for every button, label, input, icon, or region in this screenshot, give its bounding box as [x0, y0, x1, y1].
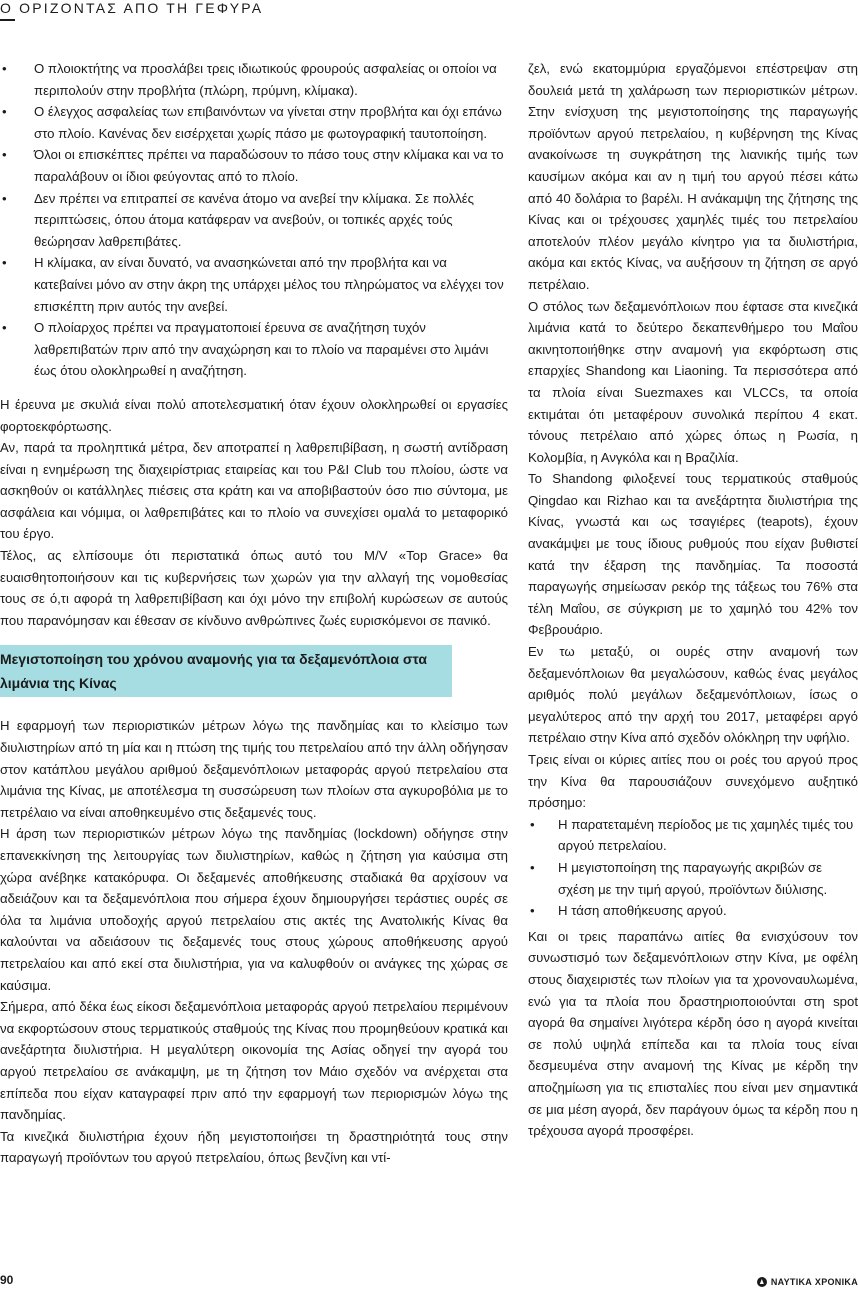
section-heading-wrap — [0, 645, 452, 697]
bullet-icon: • — [2, 320, 7, 336]
body-paragraph: Τρεις είναι οι κύριες αιτίες που οι ροές του αργού προς την Κίνα θα παρουσιάζουν συνεχόμενο αυξητικό πρόσημο: — [528, 752, 858, 811]
list-item — [0, 101, 508, 144]
brand-name: ΝΑΥΤΙΚΑ ΧΡΟΝΙΚΑ — [770, 1277, 858, 1287]
body-paragraph: Το Shandong φιλοξενεί τους τερματικούς σταθμούς Qingdao και Rizhao και τα ανεξάρτητα διυλιστήρια της Κίνας, γνωστά και ως τσαγιέρες (teapots), έχουν ανακάμψει με τους ίδιους ρυθμούς που είχαν βυθιστεί κατά την έξαρση της πανδημίας. Τα ποσοστά παραγωγής σημείωσαν ρεκόρ της τάξεως του 76% στα τέλη Μαΐου, σε σύγκριση με το χαμηλό του 42% τον Φεβρουάριο. — [528, 471, 858, 638]
body-paragraph: Σήμερα, από δέκα έως είκοσι δεξαμενόπλοια μεταφοράς αργού πετρελαίου περιμένουν να εκφορτώσουν στους τερματικούς σταθμούς της Κίνας που προμηθεύουν κρατικά και ανεξάρτητα διυλιστήρια. Η μεγαλύτερη οικονομία της Ασίας οδηγεί την αγορά του αργού πετρελαίου σε ανάκαμψη, με τη ζήτηση τον Μάιο σχεδόν να ανέρχεται στα επίπεδα που είχαν καταγραφεί πριν από την εφαρμογή των περιορισμών λόγω της πανδημίας. — [0, 999, 508, 1123]
list-item — [528, 900, 858, 922]
list-item — [0, 317, 508, 382]
right-column — [528, 58, 858, 1142]
section-heading: Μεγιστοποίηση του χρόνου αναμονής για τα δεξαμενόπλοια στα λιμάνια της Κίνας — [0, 645, 452, 697]
list-item-text: Η μεγιστοποίηση της παραγωγής ακριβών σε σχέση με την τιμή αργού, προϊόντων διύλισης. — [558, 859, 828, 897]
bullet-icon: • — [530, 903, 535, 919]
body-paragraph: Τέλος, ας ελπίσουμε ότι περιστατικά όπως αυτό του M/V «Top Grace» θα ευαισθητοποιήσουν και τις κυβερνήσεις των χωρών για την αλλαγή της νομοθεσίας τους σε ό,τι αφορά τη λαθρεπιβίβαση και όχι μόνο την επιβολή κυρώσεων σε αυτούς που παρανόμησαν και έθεσαν σε κίνδυνο ανθρώπινες ζωές ευρισκόμενοι σε πανικό. — [0, 548, 508, 628]
body-paragraph: ζελ, ενώ εκατομμύρια εργαζόμενοι επέστρεψαν στη δουλειά μετά τη χαλάρωση των περιοριστικών μέτρων. Στην ενίσχυση της μεγιστοποίησης της παραγωγής προϊόντων αργού πετρελαίου, η κυβέρνηση της Κίνας ανακοίνωσε τη συγκράτηση της λιανικής τιμής των καυσίμων ακόμα και αν η τιμή του αργού πέσει κάτω από 40 δολάρια το βαρέλι. Η ανάκαμψη της ζήτησης της Κίνας και οι τρέχουσες χαμηλές τιμές του πετρελαίου αποτελούν πλέον μεγάλο κίνητρο για τα διυλιστήρια, ακόμα και εκτός Κίνας, να αυξήσουν τη ζήτηση σε αργό πετρέλαιο. — [528, 61, 858, 292]
body-paragraph: Η εφαρμογή των περιοριστικών μέτρων λόγω της πανδημίας και το κλείσιμο των διυλιστηρίων από τη μία και η πτώση της τιμής του πετρελαίου από την άλλη οδήγησαν στον κατάπλου μεγάλου αριθμού δεξαμενόπλοιων μεταφοράς αργού πετρελαίου στα λιμάνια της Κίνας, με αποτέλεσμα τη συσσώρευση των πλοίων στα αγκυροβόλια με το πετρέλαιο να είναι αποθηκευμένο στις δεξαμενές τους. — [0, 718, 508, 820]
footer-brand — [757, 1277, 858, 1287]
body-paragraph: Εν τω μεταξύ, οι ουρές στην αναμονή των δεξαμενόπλοιων θα μεγαλώσουν, καθώς ένας μεγάλος αριθμός πολύ μεγάλων δεξαμενόπλοιων, ίσως ο μεγαλύτερος από την αρχή του 2017, μεταφέρει αργό πετρέλαιο στην Κίνα από σχεδόν ολόκληρη την υφήλιο. — [528, 644, 858, 746]
page-number: 90 — [0, 1273, 14, 1287]
list-item-text: Η τάση αποθήκευσης αργού. — [558, 903, 727, 919]
bullet-icon: • — [2, 104, 7, 120]
body-paragraph: Ο στόλος των δεξαμενόπλοιων που έφτασε στα κινεζικά λιμάνια κατά το δεύτερο δεκαπενθήμερο του Μαΐου ακινητοποιήθηκε στην αναμονή για εκφόρτωση στις επαρχίες Shandong και Liaoning. Τα περισσότερα από τα πλοία είναι Suezmaxes και VLCCs, τα οποία εκτιμάται ότι μεταφέρουν συνολικά περίπου 4 εκατ. τόνους πετρέλαιο από χώρες όπως η Ρωσία, η Κολομβία, η Ανγκόλα και η Βραζιλία. — [528, 298, 858, 465]
list-item — [0, 58, 508, 101]
right-bullet-list — [528, 814, 858, 922]
bullet-icon: • — [530, 816, 535, 832]
bullet-icon: • — [530, 859, 535, 875]
list-item-text: Η κλίμακα, αν είναι δυνατό, να ανασηκώνεται από την προβλήτα και να κατεβαίνει μόνο αν στην άκρη της υπάρχει μέλος του πληρώματος να ελέγχει τον επισκέπτη πριν αυτός την ανεβεί. — [34, 255, 504, 314]
list-item-text: Ο πλοιοκτήτης να προσλάβει τρεις ιδιωτικούς φρουρούς ασφαλείας οι οποίοι να περιπολούν στην προβλήτα (πλώρη, πρύμνη, κλίμακα). — [34, 61, 497, 98]
list-item — [0, 188, 508, 253]
ship-logo-icon — [757, 1277, 767, 1287]
bullet-icon: • — [2, 255, 7, 271]
bullet-icon: • — [2, 190, 7, 206]
list-item-text: Ο έλεγχος ασφαλείας των επιβαινόντων να γίνεται στην προβλήτα και όχι επάνω στο πλοίο. Κανένας δεν εισέρχεται χωρίς πάσο με φωτογραφική ταυτοποίηση. — [34, 104, 502, 141]
list-item — [0, 252, 508, 317]
bullet-icon: • — [2, 61, 7, 76]
section-header: Ο ΟΡΙΖΟΝΤΑΣ ΑΠΟ ΤΗ ΓΕΦΥΡΑ — [0, 0, 264, 16]
header-divider — [0, 19, 15, 21]
bullet-icon: • — [2, 147, 7, 163]
body-paragraph: Και οι τρεις παραπάνω αιτίες θα ενισχύσουν τον συνωστισμό των δεξαμενόπλοιων στην Κίνα, με οφέλη στους διαχειριστές των πλοίων για τα χρονοναυλωμένα, ενώ για τα πλοία που δραστηριοποιούνται στη spot αγορά θα σημαίνει λιγότερα κέρδη όσο η αγορά κινείται σε πολύ υψηλά επίπεδα και τα πλοία τους είναι δεσμευμένα στην αναμονή της Κίνας με κέρδη την αποζημίωση για τις επισταλίες που είναι μεν σημαντικά σε μια μέση αγορά, δεν παράγουν όμως τα κέρδη που η τρέχουσα αγορά προσφέρει. — [528, 928, 858, 1139]
left-bullet-list — [0, 58, 508, 382]
body-paragraph: Τα κινεζικά διυλιστήρια έχουν ήδη μεγιστοποιήσει τη δραστηριότητά τους στην παραγωγή προϊόντων του αργού πετρελαίου, όπως βενζίνη και ντί- — [0, 1128, 508, 1166]
body-paragraph: Αν, παρά τα προληπτικά μέτρα, δεν αποτραπεί η λαθρεπιβίβαση, η σωστή αντίδραση είναι η ενημέρωση της διαχειρίστριας εταιρείας και του P&I Club του πλοίου, ώστε να ασκηθούν οι κατάλληλες πιέσεις στα κράτη και να αποβιβαστούν όσο πιο σύντομα, με ασφάλεια και νόμιμα, οι λαθρεπιβάτες και το πλοίο να συνεχίσει ομαλά το μεταφορικό του έργο. — [0, 440, 508, 542]
list-item-text: Η παρατεταμένη περίοδος με τις χαμηλές τιμές του αργού πετρελαίου. — [558, 816, 854, 854]
list-item-text: Όλοι οι επισκέπτες πρέπει να παραδώσουν το πάσο τους στην κλίμακα και να το παραλάβουν οι ίδιοι φεύγοντας από το πλοίο. — [34, 147, 504, 184]
list-item — [0, 144, 508, 187]
list-item-text: Ο πλοίαρχος πρέπει να πραγματοποιεί έρευνα σε αναζήτηση τυχόν λαθρεπιβατών πριν από την αναχώρηση και το πλοίο να παραμένει στο λιμάνι έως ότου ολοκληρωθεί η αναζήτηση. — [34, 320, 489, 379]
body-paragraph: Η έρευνα με σκυλιά είναι πολύ αποτελεσματική όταν έχουν ολοκληρωθεί οι εργασίες φορτοεκφόρτωσης. — [0, 396, 508, 434]
body-paragraph: Η άρση των περιοριστικών μέτρων λόγω της πανδημίας (lockdown) οδήγησε στην επανεκκίνηση της λειτουργίας των διυλιστηρίων, καθώς η ζήτηση για καύσιμα στη χώρα ανέβηκε κατακόρυφα. Οι δεξαμενές αποθήκευσης σταδιακά θα αρχίσουν να αδειάζουν και τα δεξαμενόπλοια που σήμερα έχουν δημιουργήσει τεράστιες ουρές σε όλα τα λιμάνια υποδοχής αργού πετρελαίου στις ακτές της Ανατολικής Κίνας θα καλούνται να αδειάσουν τις δεξαμενές τους στους χώρους αποθήκευσης αργού πετρελαίου και από εκεί στα διυλιστήρια, για να καλυφθούν οι ανάγκες της χώρας σε καύσιμα. — [0, 826, 508, 993]
list-item — [528, 814, 858, 857]
left-column — [0, 58, 508, 1169]
list-item — [528, 857, 858, 900]
list-item-text: Δεν πρέπει να επιτραπεί σε κανένα άτομο να ανεβεί την κλίμακα. Σε πολλές περιπτώσεις, όπου άτομα κατάφεραν να ανεβούν, οι τοπικές αρχές τούς θεώρησαν λαθρεπιβάτες. — [34, 190, 475, 249]
